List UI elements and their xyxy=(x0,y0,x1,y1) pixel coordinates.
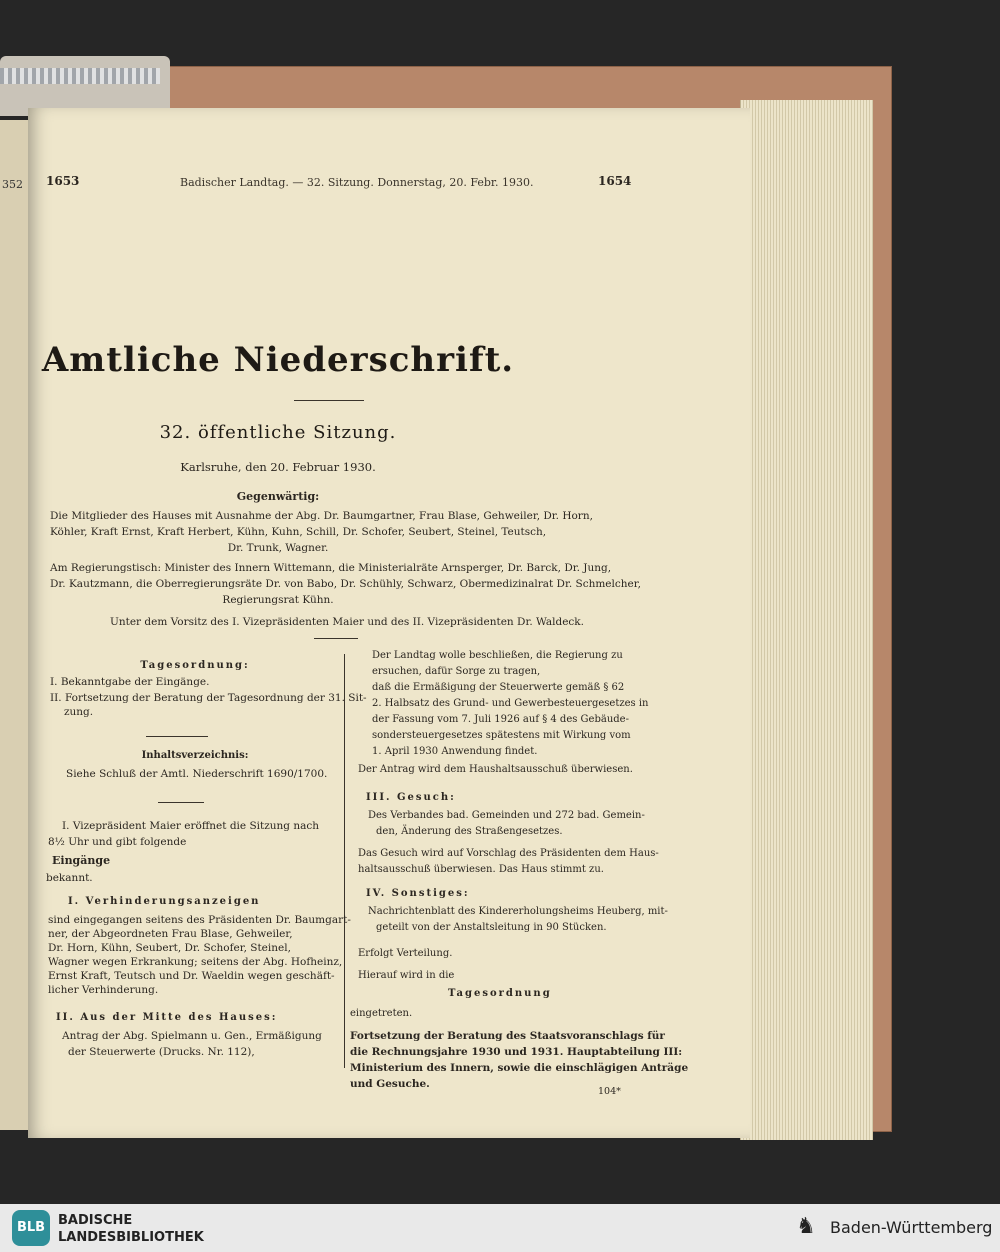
library-name-line: LANDESBIBLIOTHEK xyxy=(58,1230,204,1245)
absence-line: Dr. Horn, Kühn, Seubert, Dr. Schofer, Steinel, xyxy=(48,942,291,954)
agenda-divider xyxy=(146,736,208,737)
other-heading: IV. Sonstiges: xyxy=(366,888,470,899)
motion-line: sondersteuergesetzes spätestens mit Wirkung vom xyxy=(372,730,631,741)
present-divider xyxy=(314,638,358,639)
petition-referral: haltsausschuß überwiesen. Das Haus stimmt zu. xyxy=(358,864,604,875)
chair-line: Unter dem Vorsitz des I. Vizepräsidenten Maier und des II. Vizepräsidenten Dr. Waldeck. xyxy=(110,616,585,628)
left-neighbor-page-number: 352 xyxy=(2,178,23,191)
left-page-number: 1653 xyxy=(46,174,80,188)
house-line: Antrag der Abg. Spielmann u. Gen., Ermäßigung xyxy=(62,1030,322,1042)
house-heading: II. Aus der Mitte des Hauses: xyxy=(56,1012,278,1023)
budget-line: und Gesuche. xyxy=(350,1078,430,1090)
incoming-text: bekannt. xyxy=(46,872,93,884)
document-title: Amtliche Niederschrift. xyxy=(41,340,515,380)
library-logo[interactable]: BLB xyxy=(12,1210,50,1246)
distribution-line: Erfolgt Verteilung. xyxy=(358,948,453,959)
state-name[interactable]: Baden-Württemberg xyxy=(830,1218,993,1237)
petition-line: Des Verbandes bad. Gemeinden und 272 bad. Gemein- xyxy=(368,810,645,821)
present-heading: Gegenwärtig: xyxy=(236,490,320,503)
absence-line: Wagner wegen Erkrankung; seitens der Abg. Hofheinz, xyxy=(48,956,343,968)
petition-heading: III. Gesuch: xyxy=(366,792,456,803)
signature-mark: 104* xyxy=(598,1086,621,1097)
agenda-word: Tagesordnung xyxy=(448,988,552,999)
session-title: 32. öffentliche Sitzung. xyxy=(159,422,397,443)
motion-line: daß die Ermäßigung der Steuerwerte gemäß § 62 xyxy=(372,682,625,693)
government-line: Dr. Kautzmann, die Oberregierungsräte Dr. von Babo, Dr. Schühly, Schwarz, Obermedizinalrat Dr. Schmelcher, xyxy=(50,578,641,590)
library-name[interactable] xyxy=(58,1212,204,1246)
agenda-item: zung. xyxy=(64,706,94,718)
running-head: Badischer Landtag. — 32. Sitzung. Donnerstag, 20. Febr. 1930. xyxy=(180,176,534,189)
motion-line: der Fassung vom 7. Juli 1926 auf § 4 des Gebäude- xyxy=(372,714,629,725)
motion-line: Der Landtag wolle beschließen, die Regierung zu xyxy=(372,650,623,661)
members-line: Köhler, Kraft Ernst, Kraft Herbert, Kühn, Kuhn, Schill, Dr. Schofer, Seubert, Steinel, Teutsch, xyxy=(50,526,547,538)
absence-heading: I. Verhinderungsanzeigen xyxy=(68,896,261,907)
petition-line: den, Änderung des Straßengesetzes. xyxy=(376,826,563,837)
government-line: Regierungsrat Kühn. xyxy=(222,594,334,606)
state-coat-of-arms-icon: ♞ xyxy=(796,1214,816,1239)
other-line: Nachrichtenblatt des Kindererholungsheims Heuberg, mit- xyxy=(368,906,668,917)
absence-line: licher Verhinderung. xyxy=(48,984,159,996)
then-line: Hierauf wird in die xyxy=(358,970,455,981)
document-page xyxy=(28,108,750,1138)
petition-referral: Das Gesuch wird auf Vorschlag des Präsidenten dem Haus- xyxy=(358,848,659,859)
contents-divider xyxy=(158,802,204,803)
page-stack xyxy=(740,100,873,1140)
contents-heading: Inhaltsverzeichnis: xyxy=(141,750,249,761)
agenda-item: I. Bekanntgabe der Eingänge. xyxy=(50,676,210,688)
absence-line: sind eingegangen seitens des Präsidenten Dr. Baumgart- xyxy=(48,914,351,926)
incoming-heading: Eingänge xyxy=(52,854,111,867)
place-date: Karlsruhe, den 20. Februar 1930. xyxy=(180,460,376,474)
book-spine xyxy=(0,56,170,116)
left-page-edge xyxy=(0,120,30,1130)
library-name-line: BADISCHE xyxy=(58,1213,133,1228)
bookmark-ribbon xyxy=(0,68,160,84)
column-divider xyxy=(344,654,345,1068)
members-line: Die Mitglieder des Hauses mit Ausnahme der Abg. Dr. Baumgartner, Frau Blase, Gehweiler, Dr. Horn, xyxy=(50,510,593,522)
agenda-heading: Tagesordnung: xyxy=(140,660,250,671)
budget-line: die Rechnungsjahre 1930 und 1931. Hauptabteilung III: xyxy=(350,1046,683,1058)
government-line: Am Regierungstisch: Minister des Innern Wittemann, die Ministerialräte Arnsperger, Dr. Barck, Dr. Jung, xyxy=(50,562,612,574)
motion-line: 1. April 1930 Anwendung findet. xyxy=(372,746,538,757)
absence-line: ner, der Abgeordneten Frau Blase, Gehweiler, xyxy=(48,928,293,940)
other-line: geteilt von der Anstaltsleitung in 90 Stücken. xyxy=(376,922,607,933)
motion-line: 2. Halbsatz des Grund- und Gewerbesteuergesetzes in xyxy=(372,698,649,709)
opening-line: I. Vizepräsident Maier eröffnet die Sitzung nach xyxy=(62,820,319,832)
contents-text: Siehe Schluß der Amtl. Niederschrift 1690/1700. xyxy=(66,768,328,780)
motion-line: ersuchen, dafür Sorge zu tragen, xyxy=(372,666,541,677)
entered-line: eingetreten. xyxy=(350,1008,413,1019)
budget-line: Fortsetzung der Beratung des Staatsvoranschlags für xyxy=(350,1030,665,1042)
title-divider xyxy=(294,400,364,401)
budget-line: Ministerium des Innern, sowie die einschlägigen Anträge xyxy=(350,1062,689,1074)
members-line: Dr. Trunk, Wagner. xyxy=(227,542,329,554)
right-page-number: 1654 xyxy=(598,174,632,188)
agenda-item: II. Fortsetzung der Beratung der Tagesordnung der 31. Sit- xyxy=(50,692,367,704)
house-line: der Steuerwerte (Drucks. Nr. 112), xyxy=(68,1046,255,1058)
motion-referral: Der Antrag wird dem Haushaltsausschuß überwiesen. xyxy=(358,764,633,775)
opening-line: 8½ Uhr und gibt folgende xyxy=(48,836,187,848)
absence-line: Ernst Kraft, Teutsch und Dr. Waeldin wegen geschäft- xyxy=(48,970,335,982)
